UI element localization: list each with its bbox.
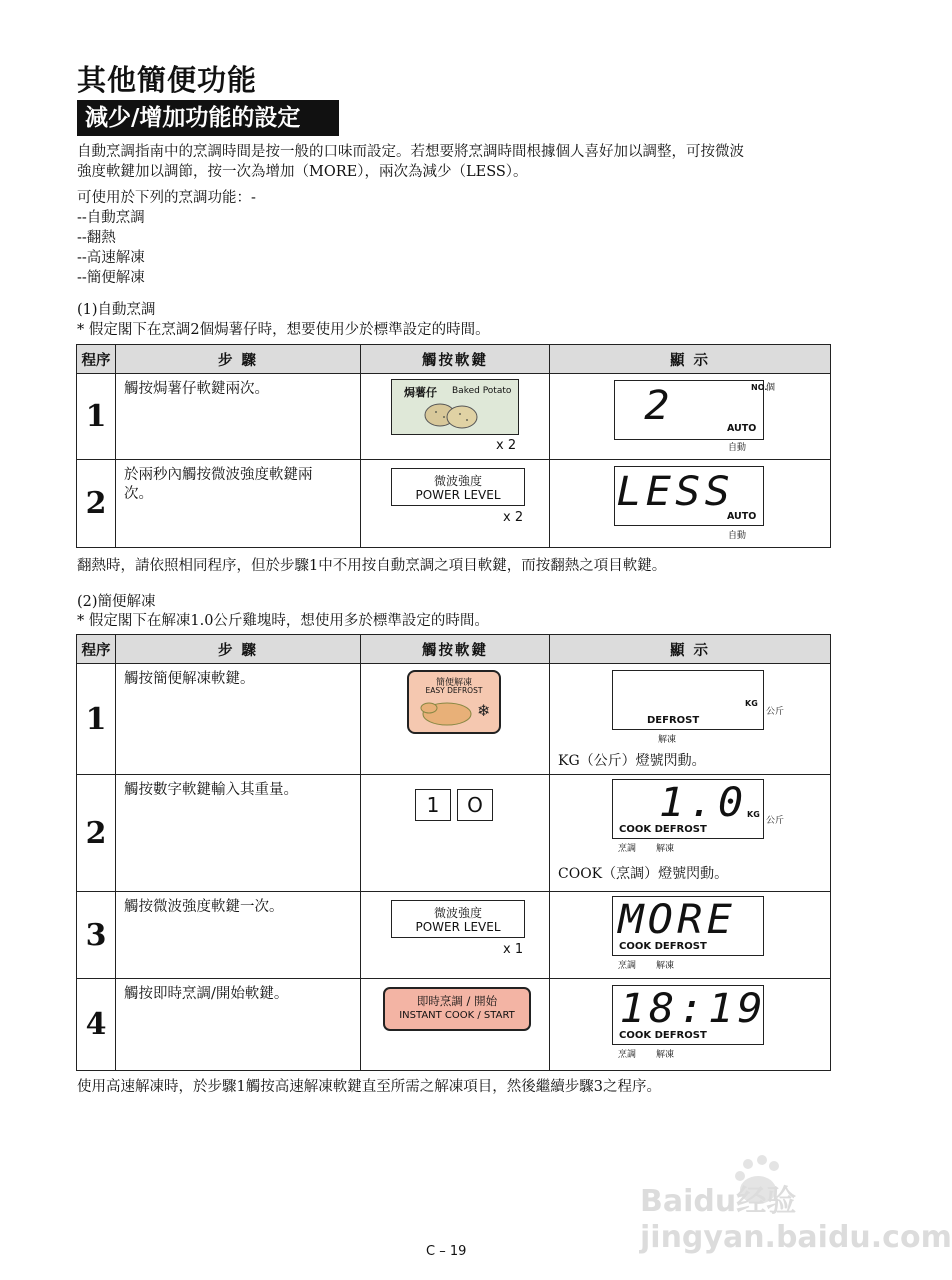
mode-cn-defrost: 解凍	[656, 1050, 675, 1060]
kg-cn: 公斤	[766, 816, 785, 826]
step-number: 2	[77, 460, 116, 548]
header-step-no: 程序	[77, 345, 116, 374]
display-cell	[550, 664, 831, 775]
key-label-en: Baked Potato	[452, 386, 512, 396]
step-number: 1	[77, 664, 116, 775]
key-cell	[361, 979, 550, 1071]
section2-note: * 假定閣下在解凍1.0公斤雞塊時，想使用多於標準設定的時間。	[77, 613, 489, 629]
header-steps: 步 驟	[116, 635, 361, 664]
key-cell	[361, 775, 550, 892]
lcd-display	[612, 779, 764, 839]
header-display: 顯 示	[550, 345, 831, 374]
lcd-display	[614, 466, 764, 526]
header-display: 顯 示	[550, 635, 831, 664]
available-item: --高速解凍	[77, 250, 145, 266]
header-keys: 觸按軟鍵	[361, 345, 550, 374]
press-count: x 2	[496, 438, 517, 453]
step-number: 4	[77, 979, 116, 1071]
key-label-cn: 焗薯仔	[404, 386, 437, 399]
intro-line-1: 自動烹調指南中的烹調時間是按一般的口味而設定。若想要將烹調時間根據個人喜好加以調整，可按微波	[77, 144, 744, 160]
power-level-key[interactable]	[391, 900, 525, 938]
digit-key-1[interactable]: 1	[415, 789, 451, 821]
key-label-cn: 微波強度	[433, 906, 482, 920]
section1-label: (1)自動烹調	[77, 302, 156, 318]
display-caption: KG（公斤）燈號閃動。	[558, 753, 706, 769]
mode-cn: 自動	[728, 531, 747, 541]
press-count: x 2	[503, 510, 524, 525]
key-label-en: POWER LEVEL	[415, 920, 501, 934]
display-caption: COOK（烹調）燈號閃動。	[558, 866, 729, 882]
chicken-icon	[417, 696, 493, 728]
key-cell	[361, 664, 550, 775]
mode-en: AUTO	[727, 423, 757, 434]
power-level-key[interactable]	[391, 468, 525, 506]
kg-indicator: KG	[745, 699, 758, 708]
display-cell	[550, 460, 831, 548]
potato-icon	[422, 400, 482, 430]
mode-cn: 自動	[728, 443, 747, 453]
mode-en: AUTO	[727, 511, 757, 522]
intro-line-2: 強度軟鍵加以調節，按一次為增加（MORE），兩次為減少（LESS）。	[77, 164, 528, 180]
press-count: x 1	[503, 942, 524, 957]
display-cell	[550, 979, 831, 1071]
section1-footnote: 翻熱時，請依照相同程序，但於步驟1中不用按自動烹調之項目軟鍵，而按翻熱之項目軟鍵。	[77, 558, 667, 574]
mode-cn-defrost: 解凍	[656, 961, 675, 971]
key-cell	[361, 374, 550, 460]
available-item: --翻熱	[77, 230, 116, 246]
step-text: 觸按焗薯仔軟鍵兩次。	[116, 374, 361, 460]
available-title: 可使用於下列的烹調功能：-	[77, 190, 256, 206]
section-title: 減少/增加功能的設定	[77, 100, 339, 136]
key-label-cn: 簡便解凍	[435, 678, 472, 688]
display-cell	[550, 892, 831, 979]
step-text-line2: 次。	[124, 486, 153, 502]
step-number: 1	[77, 374, 116, 460]
lcd-value: 18:19	[619, 986, 767, 1032]
lcd-value: 2	[644, 383, 674, 429]
mode-en: COOK DEFROST	[619, 824, 707, 835]
section1-table	[76, 344, 831, 548]
header-keys: 觸按軟鍵	[361, 635, 550, 664]
lcd-value: 1.0	[658, 780, 748, 826]
step-text: 觸按微波強度軟鍵一次。	[116, 892, 361, 979]
lcd-display	[612, 985, 767, 1045]
page-number: C – 19	[426, 1244, 467, 1259]
key-label-en: INSTANT COOK / START	[399, 1010, 515, 1021]
section1-note: * 假定閣下在烹調2個焗薯仔時，想要使用少於標準設定的時間。	[77, 322, 490, 338]
step-text: 觸按數字軟鍵輸入其重量。	[116, 775, 361, 892]
instant-cook-start-key[interactable]	[383, 987, 531, 1031]
mode-cn: 解凍	[658, 735, 677, 745]
section2-label: (2)簡便解凍	[77, 594, 156, 610]
kg-cn: 公斤	[766, 707, 785, 717]
available-item: --簡便解凍	[77, 270, 145, 286]
section2-footnote: 使用高速解凍時，於步驟1觸按高速解凍軟鍵直至所需之解凍項目，然後繼續步驟3之程序。	[77, 1079, 661, 1095]
mode-en: COOK DEFROST	[619, 1030, 707, 1041]
mode-cn-cook: 烹調	[618, 1050, 637, 1060]
lcd-display	[612, 896, 764, 956]
key-label-en: POWER LEVEL	[415, 488, 501, 502]
digit-key-0[interactable]: O	[457, 789, 493, 821]
key-cell	[361, 892, 550, 979]
available-list	[77, 188, 256, 288]
svg-text:❄: ❄	[477, 701, 491, 720]
baked-potato-key[interactable]	[391, 379, 519, 435]
unit-en: NO.	[751, 383, 768, 392]
lcd-value: LESS	[616, 469, 735, 515]
lcd-display	[612, 670, 764, 730]
unit-cn: 個	[766, 383, 776, 393]
mode-cn-defrost: 解凍	[656, 844, 675, 854]
watermark	[640, 1150, 952, 1255]
step-text	[116, 460, 361, 548]
key-label-cn: 即時烹調 / 開始	[416, 994, 498, 1008]
display-cell	[550, 775, 831, 892]
mode-cn-cook: 烹調	[618, 961, 637, 971]
step-number: 2	[77, 775, 116, 892]
mode-en: DEFROST	[647, 715, 700, 726]
page-title: 其他簡便功能	[77, 63, 258, 97]
step-text-line1: 於兩秒內觸按微波強度軟鍵兩	[124, 467, 313, 483]
step-text: 觸按即時烹調/開始軟鍵。	[116, 979, 361, 1071]
easy-defrost-key[interactable]	[407, 670, 501, 734]
lcd-display	[614, 380, 768, 440]
mode-cn-cook: 烹調	[618, 844, 637, 854]
kg-indicator: KG	[747, 810, 760, 819]
watermark-text: Baidu经验 jingyan.baidu.com	[640, 1184, 952, 1255]
available-item: --自動烹調	[77, 210, 145, 226]
step-text: 觸按簡便解凍軟鍵。	[116, 664, 361, 775]
display-cell	[550, 374, 831, 460]
step-number: 3	[77, 892, 116, 979]
header-step-no: 程序	[77, 635, 116, 664]
mode-en: COOK DEFROST	[619, 941, 707, 952]
header-steps: 步 驟	[116, 345, 361, 374]
section2-table	[76, 634, 831, 1071]
key-cell	[361, 460, 550, 548]
intro-text	[77, 142, 837, 182]
key-label-cn: 微波強度	[433, 474, 482, 488]
lcd-value: MORE	[618, 897, 737, 943]
key-label-en: EASY DEFROST	[425, 686, 483, 695]
